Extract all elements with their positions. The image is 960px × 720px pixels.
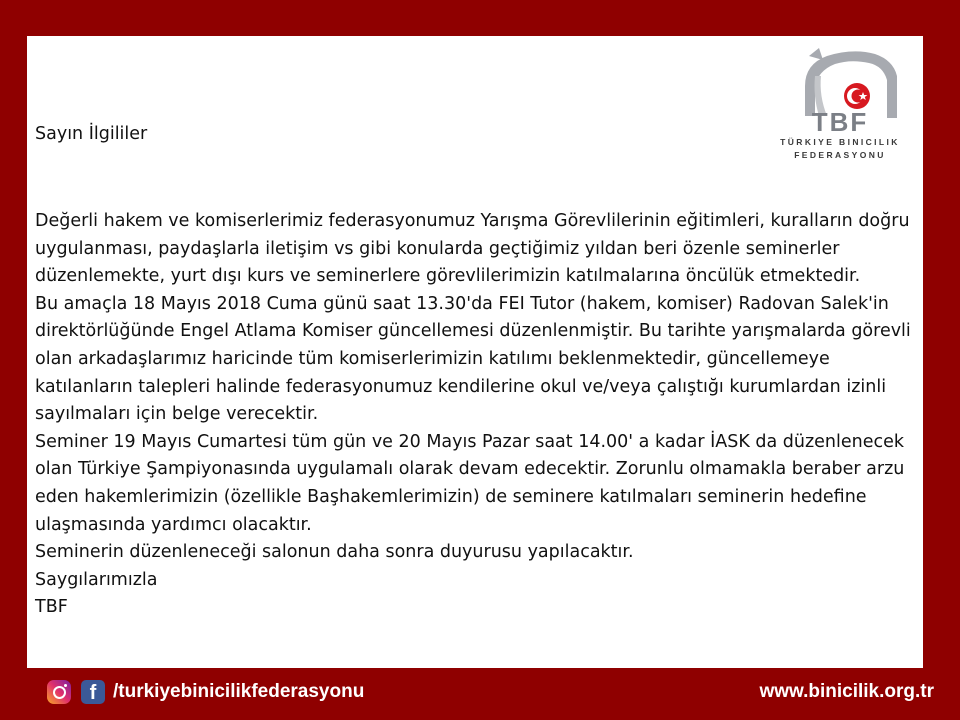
- facebook-icon[interactable]: f: [81, 680, 105, 704]
- instagram-icon[interactable]: [47, 680, 71, 704]
- logo-name-line-2: FEDERASYONU: [794, 150, 886, 160]
- letter-paragraph: Değerli hakem ve komiserlerimiz federasyonumuz Yarışma Görevlilerinin eğitimleri, kuralların doğru uygulanması, paydaşlarla iletişim vs gibi konularda geçtiğimiz yıldan beri özenle seminerler düzenlemekte, yurt dışı kurs ve seminerlere görevlilerimizin katılmalarına öncülük etmektedir.: [35, 211, 910, 287]
- letter-closing: Saygılarımızla: [35, 569, 158, 590]
- logo-name-line-1: TÜRKIYE BINICILIK: [780, 137, 900, 147]
- letter-paragraph: Seminerin düzenleneceği salonun daha sonra duyurusu yapılacaktır.: [35, 542, 634, 563]
- social-links: [47, 678, 364, 706]
- letter-signature: TBF: [35, 597, 68, 618]
- letter-body: [35, 208, 915, 622]
- website-link[interactable]: www.binicilik.org.tr: [759, 681, 934, 702]
- social-handle[interactable]: /turkiyebinicilikfederasyonu: [113, 681, 365, 702]
- tbf-logo: [775, 46, 905, 176]
- footer-bar: [0, 668, 960, 720]
- letter-greeting: Sayın İlgililer: [35, 124, 148, 144]
- logo-abbreviation: TBF: [811, 107, 869, 137]
- letter-paragraph: Bu amaçla 18 Mayıs 2018 Cuma günü saat 13.30'da FEI Tutor (hakem, komiser) Radovan Salek'in direktörlüğünde Engel Atlama Komiser güncellemesi düzenlenmiştir. Bu tarihte yarışmalarda görevli olan arkadaşlarımız haricinde tüm komiserlerimizin katılımı beklenmektedir, güncellemeye katılanların talepleri halinde federasyonumuz kendilerine okul ve/veya çalıştığı kurumlardan izinli sayılmaları için belge verecektir.: [35, 293, 911, 425]
- letter-paragraph: Seminer 19 Mayıs Cumartesi tüm gün ve 20 Mayıs Pazar saat 14.00' a kadar İASK da düzenlenecek olan Türkiye Şampiyonasında uygulamalı olarak devam edecektir. Zorunlu olmamakla beraber arzu eden hakemlerimizin (özellikle Başhakemlerimizin) de seminere katılmaları seminerin hedefine ulaşmasında yardımcı olacaktır.: [35, 431, 905, 535]
- announcement-panel: [27, 36, 923, 668]
